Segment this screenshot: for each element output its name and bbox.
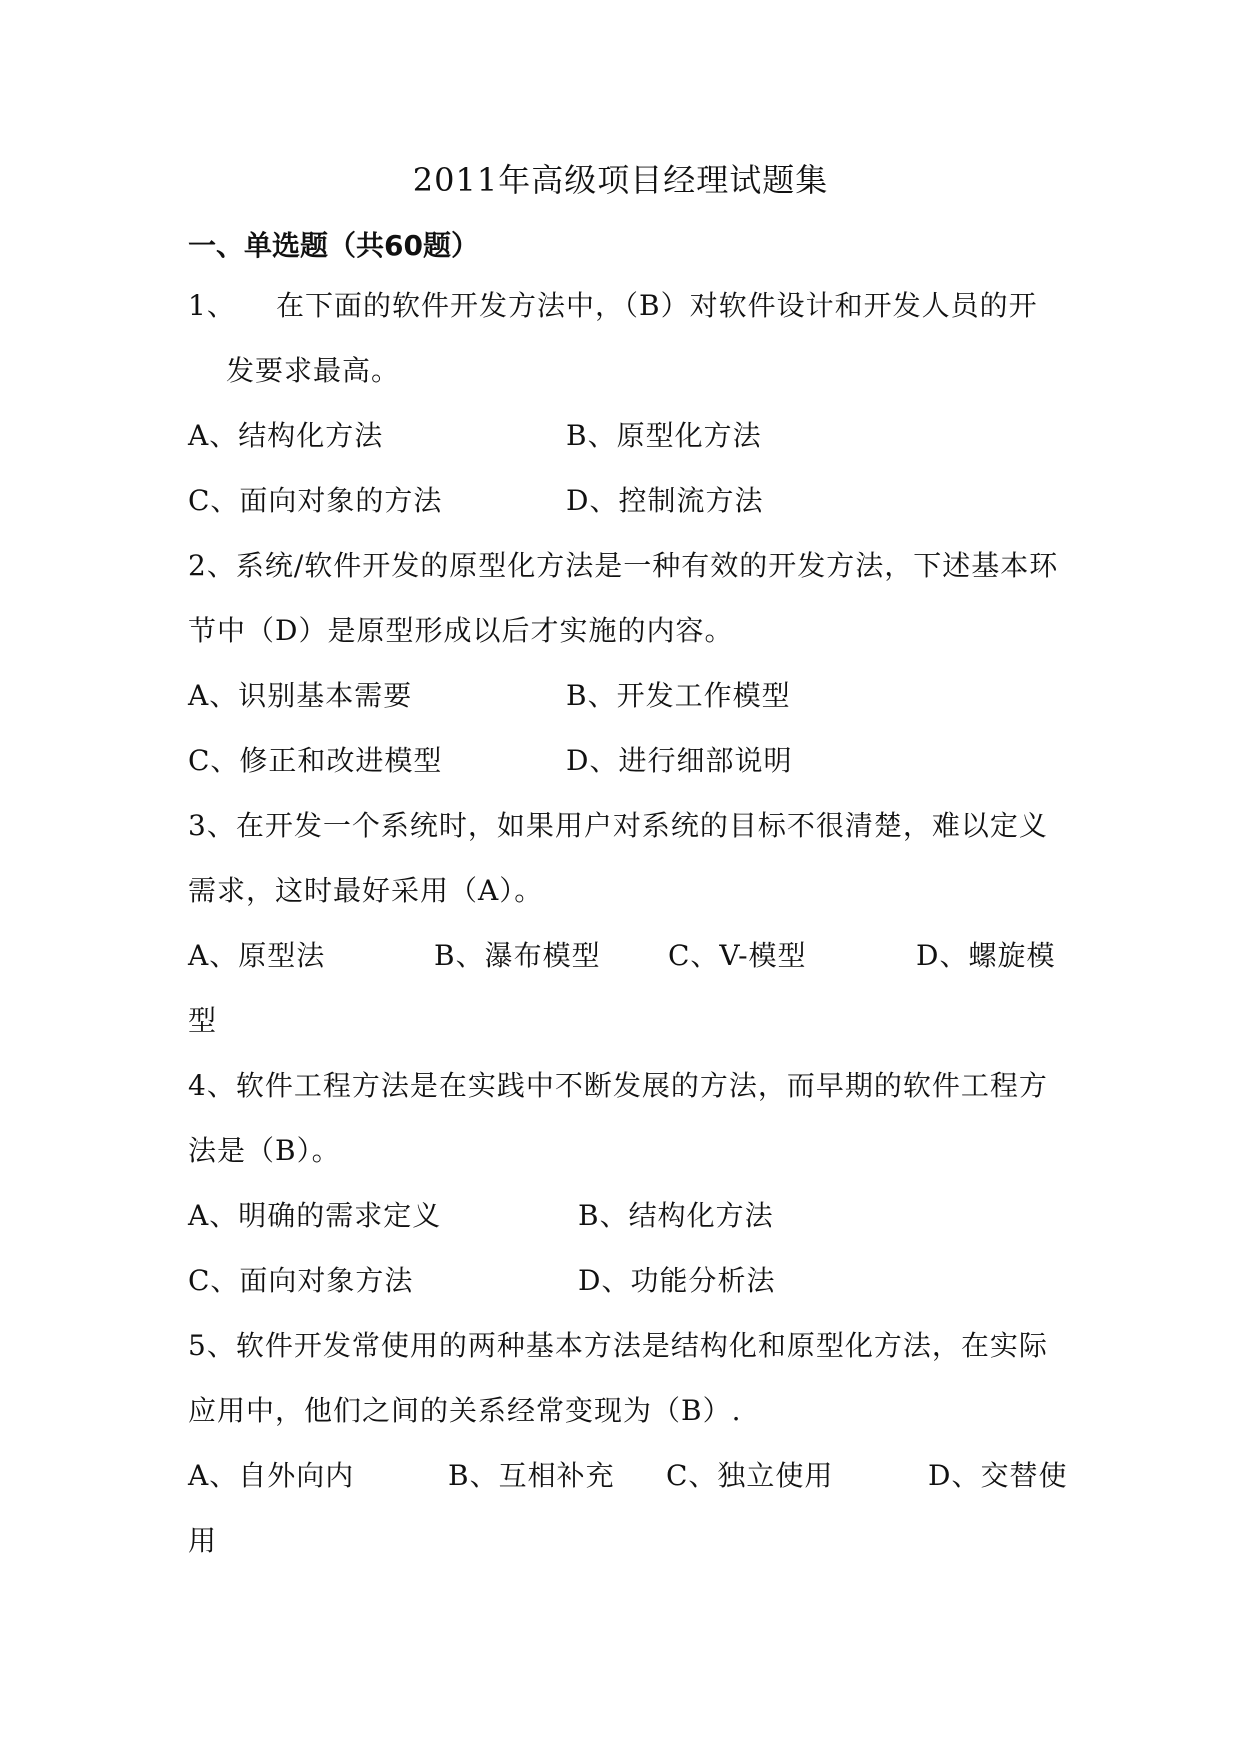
question-1-option-d: D、控制流方法 — [566, 484, 764, 517]
question-5-option-d: D、交替使 — [928, 1459, 1068, 1492]
question-4-option-b: B、结构化方法 — [578, 1199, 774, 1232]
question-3-stem-line-1: 3、在开发一个系统时，如果用户对系统的目标不很清楚，难以定义 — [188, 809, 1048, 842]
question-5-option-b: B、互相补充 — [448, 1459, 615, 1492]
question-5-stem-line-1: 5、软件开发常使用的两种基本方法是结构化和原型化方法，在实际 — [188, 1329, 1048, 1362]
question-1-option-a: A、结构化方法 — [188, 419, 384, 452]
question-4-stem-line-1: 4、软件工程方法是在实践中不断发展的方法，而早期的软件工程方 — [188, 1069, 1048, 1102]
question-3-stem-line-2: 需求，这时最好采用（A）。 — [188, 874, 544, 907]
question-3-option-c: C、V-模型 — [668, 939, 807, 972]
section-heading: 一、单选题（共60题） — [188, 229, 479, 262]
question-1-stem-line-1: 在下面的软件开发方法中，（B）对软件设计和开发人员的开 — [276, 289, 1038, 322]
question-2-option-a: A、识别基本需要 — [188, 679, 413, 712]
question-2-option-c: C、修正和改进模型 — [188, 744, 443, 777]
question-5-option-c: C、独立使用 — [666, 1459, 834, 1492]
question-2-option-d: D、进行细部说明 — [566, 744, 793, 777]
question-1-option-b: B、原型化方法 — [566, 419, 762, 452]
question-2-stem-line-1: 2、系统/软件开发的原型化方法是一种有效的开发方法，下述基本环 — [188, 549, 1059, 582]
question-1-stem-line-2: 发要求最高。 — [226, 354, 401, 387]
question-3-option-b: B、瀑布模型 — [434, 939, 601, 972]
question-4-option-c: C、面向对象方法 — [188, 1264, 414, 1297]
question-1-number: 1、 — [188, 289, 236, 322]
question-3-option-d: D、螺旋模 — [916, 939, 1056, 972]
question-5-option-d-wrap: 用 — [188, 1524, 218, 1557]
question-1-option-c: C、面向对象的方法 — [188, 484, 443, 517]
question-5-option-a: A、自外向内 — [188, 1459, 355, 1492]
question-5-stem-line-2: 应用中，他们之间的关系经常变现为（B）. — [188, 1394, 742, 1427]
question-4-option-a: A、明确的需求定义 — [188, 1199, 442, 1232]
question-2-option-b: B、开发工作模型 — [566, 679, 791, 712]
document-title: 2011年高级项目经理试题集 — [412, 161, 829, 199]
question-3-option-d-wrap: 型 — [188, 1004, 218, 1037]
question-3-option-a: A、原型法 — [188, 939, 326, 972]
question-4-stem-line-2: 法是（B）。 — [188, 1134, 341, 1167]
question-4-option-d: D、功能分析法 — [578, 1264, 776, 1297]
question-2-stem-line-2: 节中（D）是原型形成以后才实施的内容。 — [188, 614, 734, 647]
